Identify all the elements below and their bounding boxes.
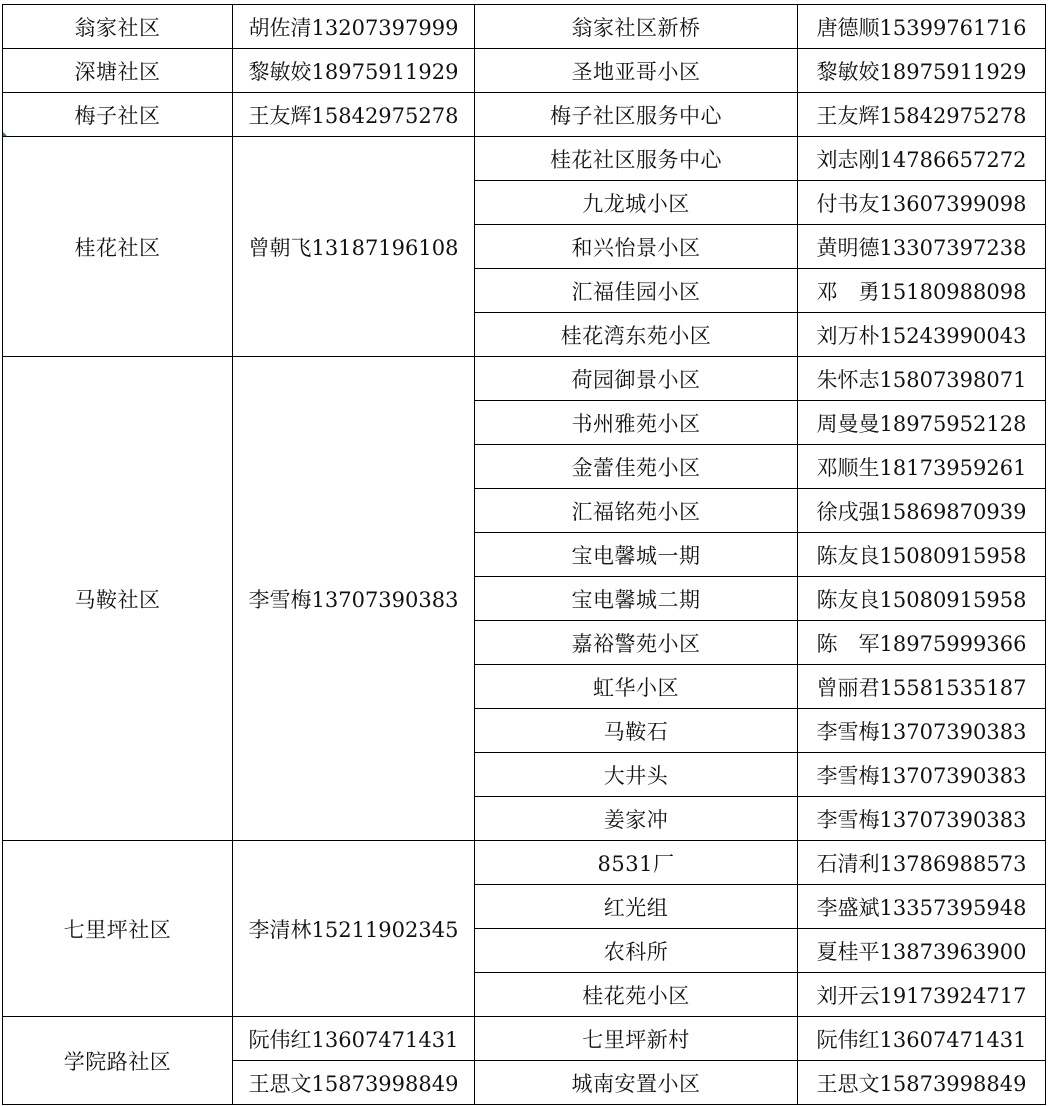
community-lead-cell: 阮伟红13607471431 <box>233 1017 475 1061</box>
sub-area-cell: 翁家社区新桥 <box>475 5 798 49</box>
sub-area-cell: 宝电馨城一期 <box>475 533 798 577</box>
table-row <box>3 93 1046 137</box>
sub-area-cell: 书州雅苑小区 <box>475 401 798 445</box>
sub-area-contact-cell: 刘万朴15243990043 <box>798 313 1046 357</box>
sub-area-cell: 城南安置小区 <box>475 1061 798 1105</box>
cell-marker-icon <box>3 132 7 136</box>
sub-area-contact-cell: 黄明德13307397238 <box>798 225 1046 269</box>
sub-area-contact-cell: 李雪梅13707390383 <box>798 797 1046 841</box>
community-name-cell: 翁家社区 <box>3 5 233 49</box>
sub-area-contact-cell: 付书友13607399098 <box>798 181 1046 225</box>
sub-area-contact-cell: 陈友良15080915958 <box>798 577 1046 621</box>
table-row <box>3 5 1046 49</box>
sub-area-contact-cell: 刘开云19173924717 <box>798 973 1046 1017</box>
contact-table-container <box>2 4 1046 1105</box>
sub-area-contact-cell: 夏桂平13873963900 <box>798 929 1046 973</box>
sub-area-contact-cell: 王友辉15842975278 <box>798 93 1046 137</box>
table-row <box>3 357 1046 401</box>
sub-area-contact-cell: 陈 军18975999366 <box>798 621 1046 665</box>
community-name-cell: 学院路社区 <box>3 1017 233 1105</box>
table-row <box>3 1017 1046 1061</box>
sub-area-contact-cell: 徐戌强15869870939 <box>798 489 1046 533</box>
table-row <box>3 841 1046 885</box>
community-lead-cell: 李雪梅13707390383 <box>233 357 475 841</box>
sub-area-cell: 梅子社区服务中心 <box>475 93 798 137</box>
community-name-cell: 梅子社区 <box>3 93 233 137</box>
sub-area-cell: 和兴怡景小区 <box>475 225 798 269</box>
sub-area-contact-cell: 曾丽君15581535187 <box>798 665 1046 709</box>
sub-area-cell: 嘉裕警苑小区 <box>475 621 798 665</box>
sub-area-cell: 桂花苑小区 <box>475 973 798 1017</box>
community-contact-table <box>2 4 1046 1105</box>
community-lead-cell: 黎敏姣18975911929 <box>233 49 475 93</box>
sub-area-cell: 九龙城小区 <box>475 181 798 225</box>
community-name-cell: 七里坪社区 <box>3 841 233 1017</box>
sub-area-cell: 宝电馨城二期 <box>475 577 798 621</box>
community-name-cell: 深塘社区 <box>3 49 233 93</box>
sub-area-cell: 虹华小区 <box>475 665 798 709</box>
sub-area-cell: 马鞍石 <box>475 709 798 753</box>
sub-area-contact-cell: 邓 勇15180988098 <box>798 269 1046 313</box>
table-row <box>3 137 1046 181</box>
sub-area-cell: 红光组 <box>475 885 798 929</box>
community-lead-cell: 曾朝飞13187196108 <box>233 137 475 357</box>
sub-area-contact-cell: 邓顺生18173959261 <box>798 445 1046 489</box>
community-lead-cell: 王思文15873998849 <box>233 1061 475 1105</box>
sub-area-contact-cell: 李雪梅13707390383 <box>798 709 1046 753</box>
sub-area-contact-cell: 李雪梅13707390383 <box>798 753 1046 797</box>
sub-area-contact-cell: 刘志刚14786657272 <box>798 137 1046 181</box>
sub-area-contact-cell: 陈友良15080915958 <box>798 533 1046 577</box>
sub-area-cell: 桂花社区服务中心 <box>475 137 798 181</box>
community-lead-cell: 李清林15211902345 <box>233 841 475 1017</box>
sub-area-contact-cell: 周曼曼18975952128 <box>798 401 1046 445</box>
sub-area-cell: 圣地亚哥小区 <box>475 49 798 93</box>
sub-area-contact-cell: 唐德顺15399761716 <box>798 5 1046 49</box>
table-row <box>3 49 1046 93</box>
table-body <box>3 5 1046 1105</box>
sub-area-contact-cell: 石清利13786988573 <box>798 841 1046 885</box>
sub-area-cell: 8531厂 <box>475 841 798 885</box>
sub-area-cell: 汇福佳园小区 <box>475 269 798 313</box>
sub-area-cell: 农科所 <box>475 929 798 973</box>
community-lead-cell: 胡佐清13207397999 <box>233 5 475 49</box>
community-name-cell: 桂花社区 <box>3 137 233 357</box>
sub-area-cell: 汇福铭苑小区 <box>475 489 798 533</box>
sub-area-contact-cell: 黎敏姣18975911929 <box>798 49 1046 93</box>
sub-area-contact-cell: 阮伟红13607471431 <box>798 1017 1046 1061</box>
sub-area-contact-cell: 王思文15873998849 <box>798 1061 1046 1105</box>
sub-area-cell: 姜家冲 <box>475 797 798 841</box>
sub-area-contact-cell: 李盛斌13357395948 <box>798 885 1046 929</box>
sub-area-contact-cell: 朱怀志15807398071 <box>798 357 1046 401</box>
community-name-cell: 马鞍社区 <box>3 357 233 841</box>
sub-area-cell: 荷园御景小区 <box>475 357 798 401</box>
sub-area-cell: 桂花湾东苑小区 <box>475 313 798 357</box>
sub-area-cell: 金蕾佳苑小区 <box>475 445 798 489</box>
sub-area-cell: 大井头 <box>475 753 798 797</box>
community-lead-cell: 王友辉15842975278 <box>233 93 475 137</box>
sub-area-cell: 七里坪新村 <box>475 1017 798 1061</box>
